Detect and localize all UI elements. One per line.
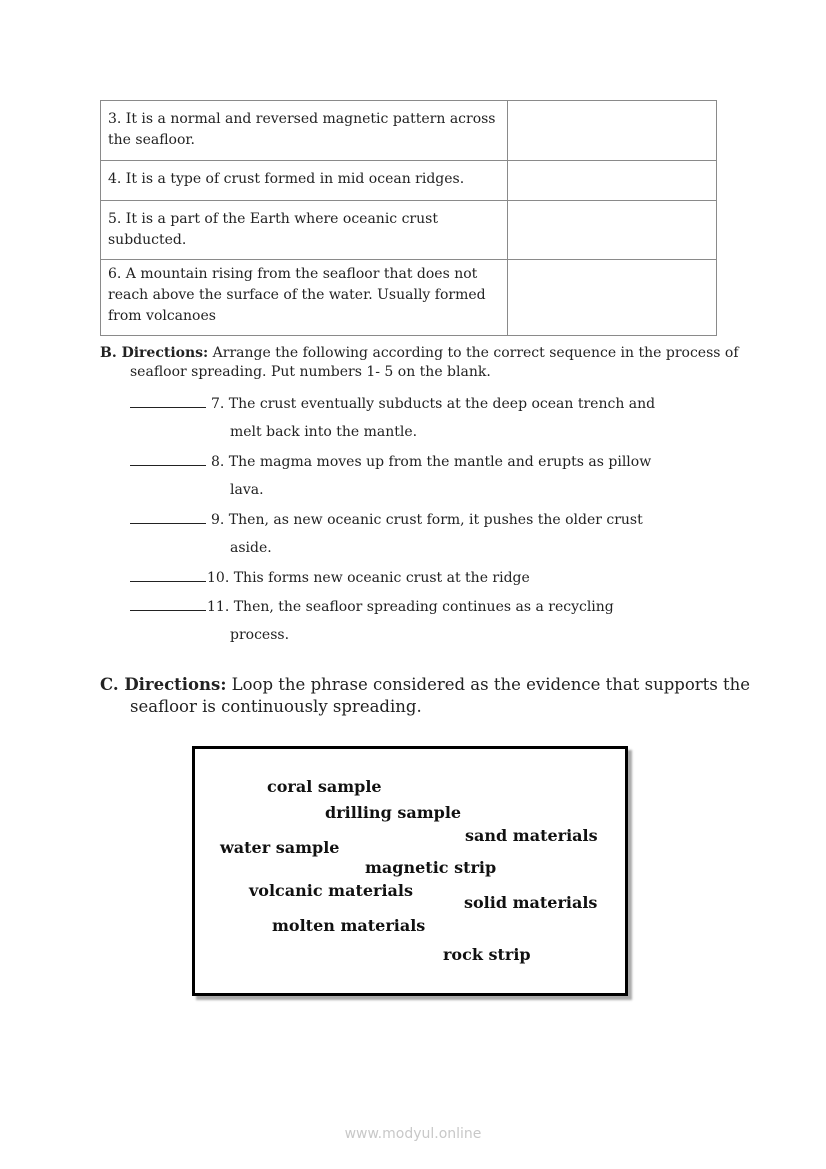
answer-cell[interactable] (508, 201, 717, 260)
question-cell: 6. A mountain rising from the seafloor that does not reach above the surface of the water. Usually formed from volcanoes (101, 260, 508, 336)
question-cell: 4. It is a type of crust formed in mid ocean ridges. (101, 161, 508, 201)
table-row (101, 161, 717, 201)
questions-table (100, 100, 717, 336)
answer-blank[interactable] (130, 453, 206, 466)
sequence-item (130, 569, 530, 586)
section-b-label: B. Directions: (100, 345, 209, 361)
section-c-directions (100, 674, 770, 718)
answer-blank[interactable] (130, 598, 206, 611)
item-text: 8. The magma moves up from the mantle and erupts as pillow (211, 454, 652, 470)
answer-cell[interactable] (508, 260, 717, 336)
phrase-magnetic-strip[interactable]: magnetic strip (365, 858, 497, 877)
item-text: 11. Then, the seafloor spreading continues as a recycling (207, 599, 614, 615)
section-b-text: Arrange the following according to the correct sequence in the process of seafloor spreading. Put numbers 1- 5 on the blank. (130, 345, 739, 380)
phrase-molten-materials[interactable]: molten materials (272, 916, 426, 935)
table-row (101, 260, 717, 336)
phrase-solid-materials[interactable]: solid materials (464, 893, 598, 912)
answer-blank[interactable] (130, 395, 206, 408)
phrase-coral-sample[interactable]: coral sample (267, 777, 382, 796)
sequence-item (130, 598, 614, 615)
answer-blank[interactable] (130, 511, 206, 524)
item-text-cont: melt back into the mantle. (230, 424, 418, 440)
phrase-water-sample[interactable]: water sample (220, 838, 340, 857)
phrase-sand-materials[interactable]: sand materials (465, 826, 598, 845)
answer-blank[interactable] (130, 569, 206, 582)
item-text: 10. This forms new oceanic crust at the ridge (207, 570, 530, 586)
section-c-label: C. Directions: (100, 675, 227, 694)
item-text: 7. The crust eventually subducts at the deep ocean trench and (211, 396, 656, 412)
answer-cell[interactable] (508, 161, 717, 201)
table-row (101, 201, 717, 260)
phrase-box (192, 746, 628, 996)
question-cell: 3. It is a normal and reversed magnetic pattern across the seafloor. (101, 101, 508, 161)
sequence-item (130, 395, 655, 412)
item-text: 9. Then, as new oceanic crust form, it pushes the older crust (211, 512, 643, 528)
table-row (101, 101, 717, 161)
phrase-volcanic-materials[interactable]: volcanic materials (249, 881, 414, 900)
section-c-text: Loop the phrase considered as the evidence that supports the seafloor is continuously spreading. (130, 675, 751, 716)
sequence-item (130, 511, 643, 528)
phrase-drilling-sample[interactable]: drilling sample (325, 803, 462, 822)
answer-cell[interactable] (508, 101, 717, 161)
question-cell: 5. It is a part of the Earth where oceanic crust subducted. (101, 201, 508, 260)
watermark-footer: www.modyul.online (344, 1126, 482, 1142)
item-text-cont: process. (230, 627, 290, 643)
sequence-item (130, 453, 651, 470)
item-text-cont: aside. (230, 540, 272, 556)
item-text-cont: lava. (230, 482, 264, 498)
section-b-directions (100, 344, 770, 382)
phrase-rock-strip[interactable]: rock strip (443, 945, 531, 964)
